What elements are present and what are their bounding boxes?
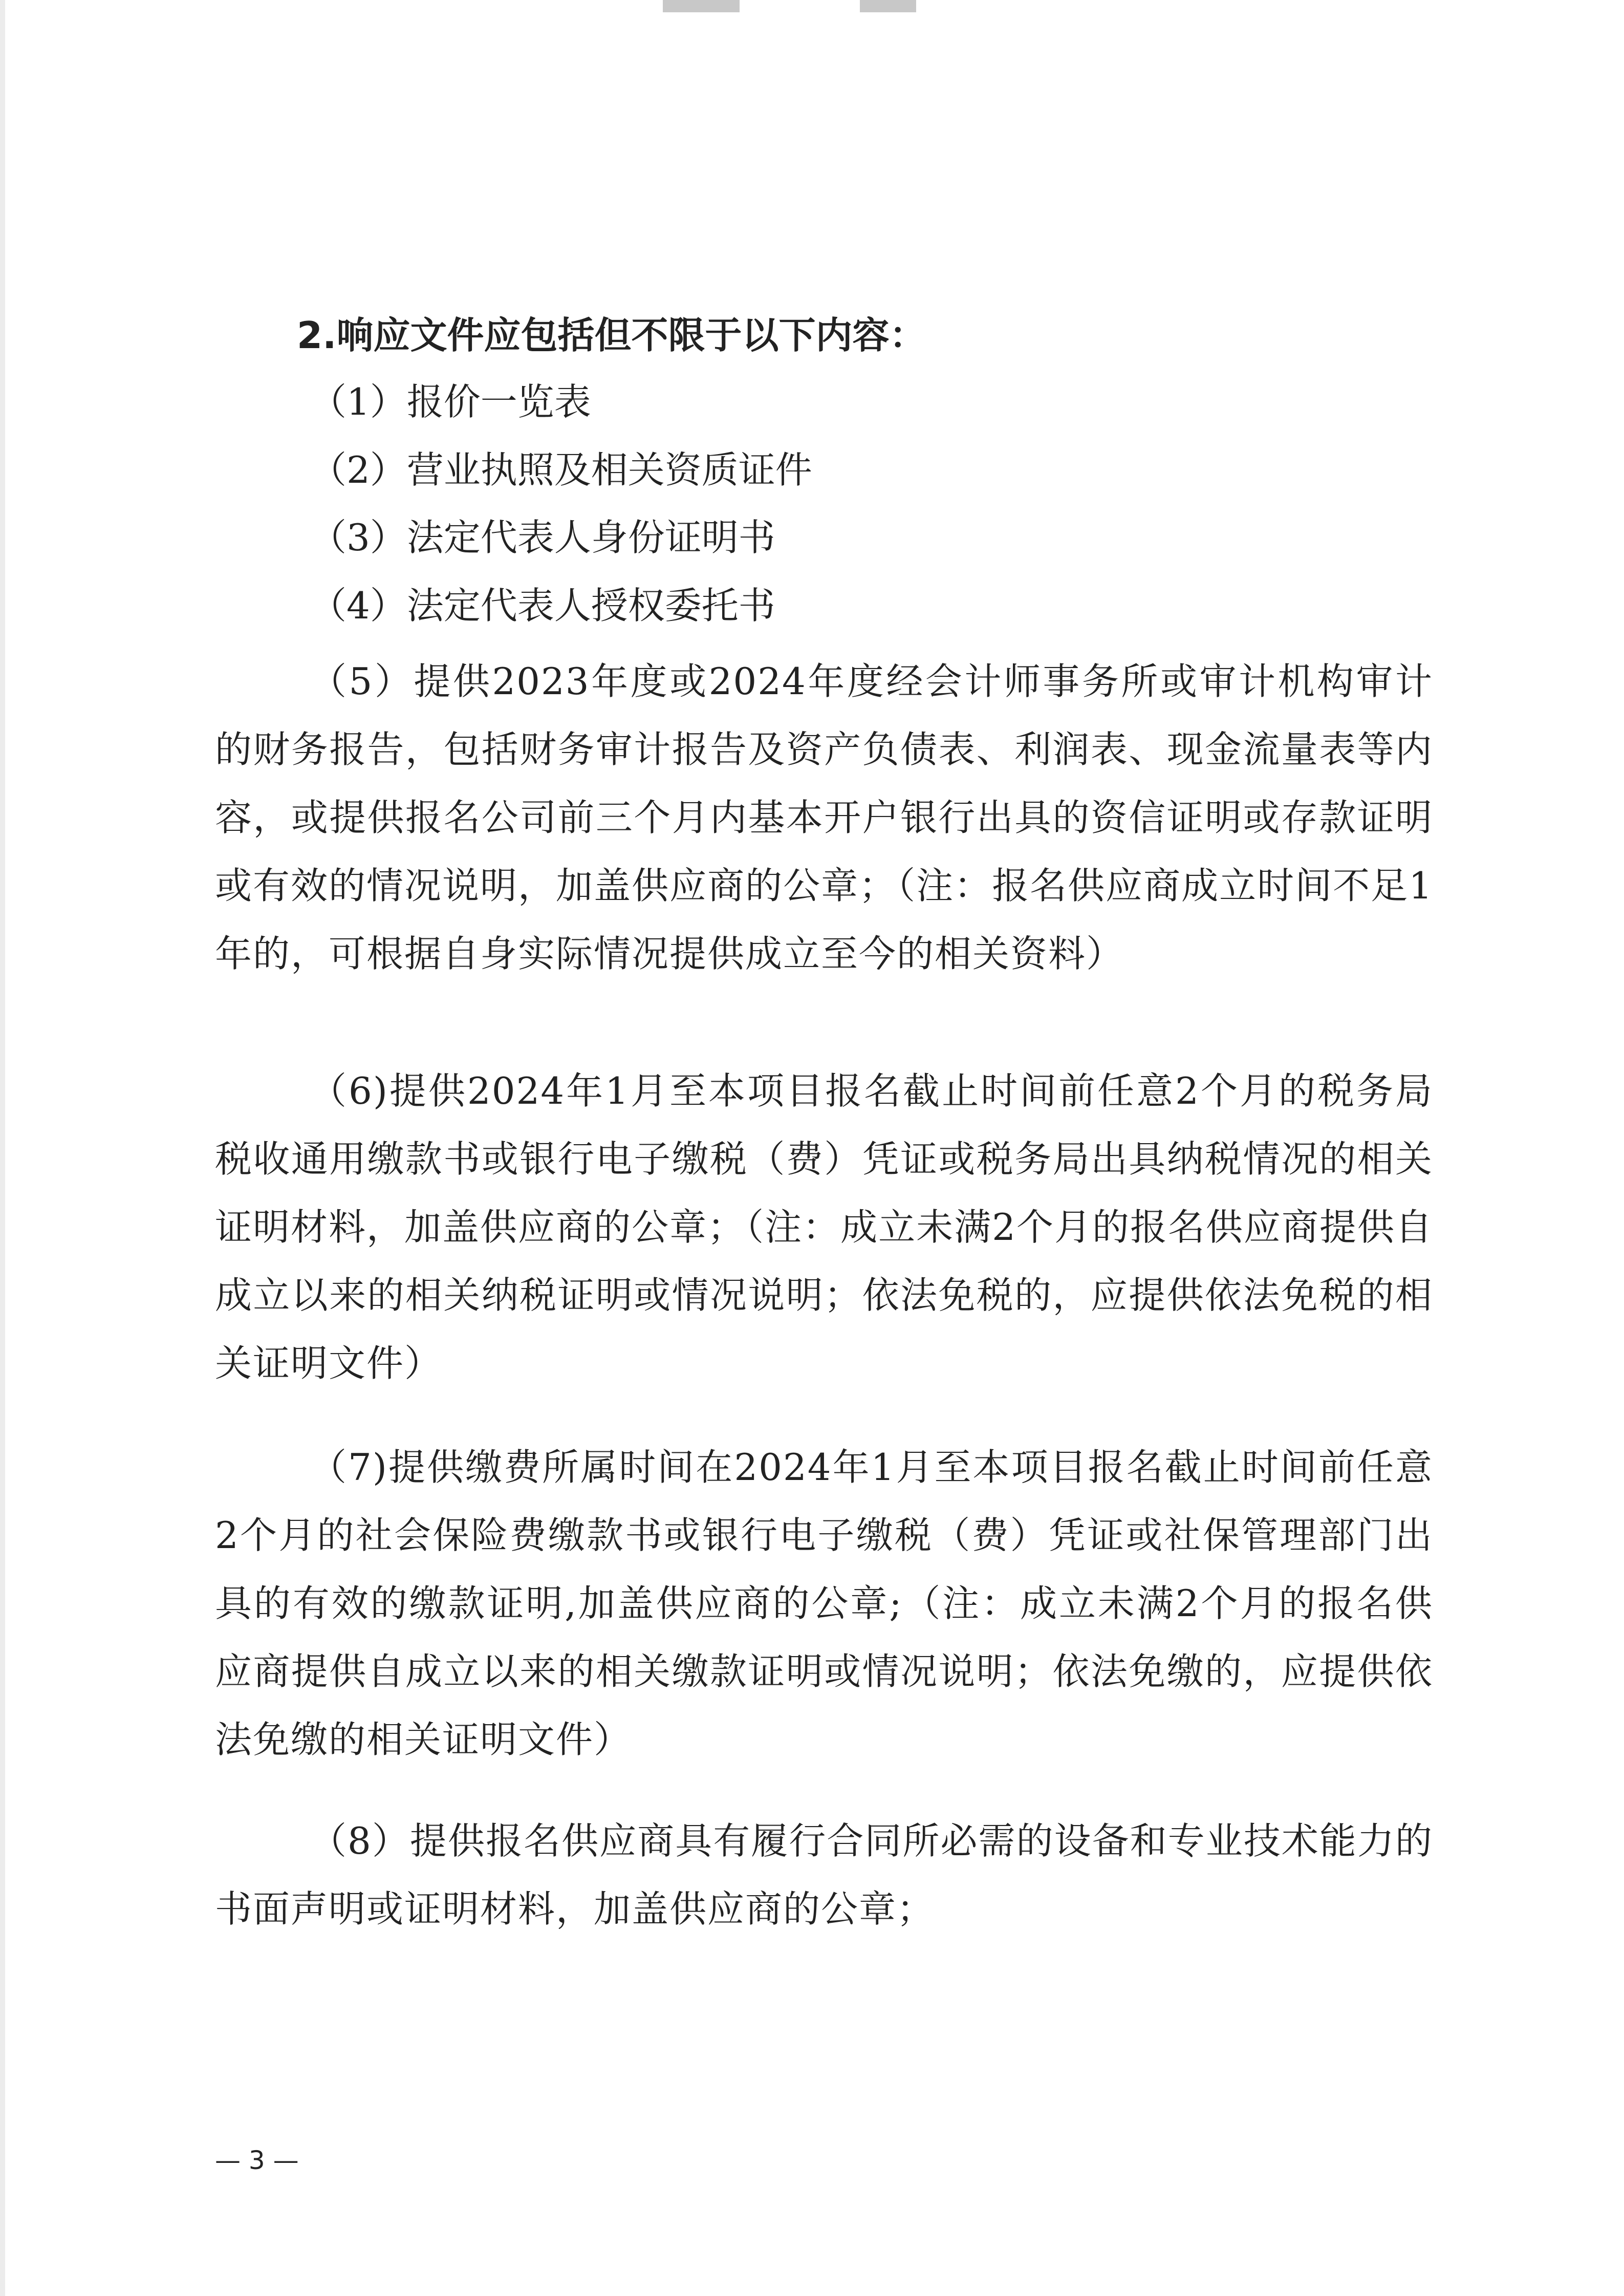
list-item: （2）营业执照及相关资质证件: [310, 448, 812, 491]
scan-artifact: [663, 0, 740, 12]
paragraph-item-7: （7)提供缴费所属时间在2024年1月至本项目报名截止时间前任意2个月的社会保险费缴款书或银行电子缴税（费）凭证或社保管理部门出具的有效的缴款证明,加盖供应商的公章;（注：成立未满2个月的报名供应商提供自成立以来的相关缴款证明或情况说明；依法免缴的，应提供依法免缴的相关证明文件）: [215, 1446, 1433, 1761]
paragraph-item-6: （6)提供2024年1月至本项目报名截止时间前任意2个月的税务局税收通用缴款书或银行电子缴税（费）凭证或税务局出具纳税情况的相关证明材料，加盖供应商的公章；（注：成立未满2个月的报名供应商提供自成立以来的相关纳税证明或情况说明；依法免税的，应提供依法免税的相关证明文件）: [215, 1069, 1433, 1385]
list-item: （1）报价一览表: [310, 380, 591, 423]
paragraph-item-8: （8）提供报名供应商具有履行合同所必需的设备和专业技术能力的书面声明或证明材料，加盖供应商的公章；: [215, 1819, 1433, 1930]
list-item: （4）法定代表人授权委托书: [310, 584, 775, 627]
scan-artifact: [860, 0, 916, 12]
list-item: （3）法定代表人身份证明书: [310, 516, 775, 559]
section-heading: 2.响应文件应包括但不限于以下内容：: [297, 314, 926, 357]
scan-page-edge: [0, 0, 5, 2296]
paragraph-item-5: （5）提供2023年度或2024年度经会计师事务所或审计机构审计的财务报告，包括财务审计报告及资产负债表、利润表、现金流量表等内容，或提供报名公司前三个月内基本开户银行出具的资信证明或存款证明或有效的情况说明，加盖供应商的公章；（注：报名供应商成立时间不足1年的，可根据自身实际情况提供成立至今的相关资料）: [215, 660, 1433, 975]
page-number: — 3 —: [215, 2145, 299, 2175]
